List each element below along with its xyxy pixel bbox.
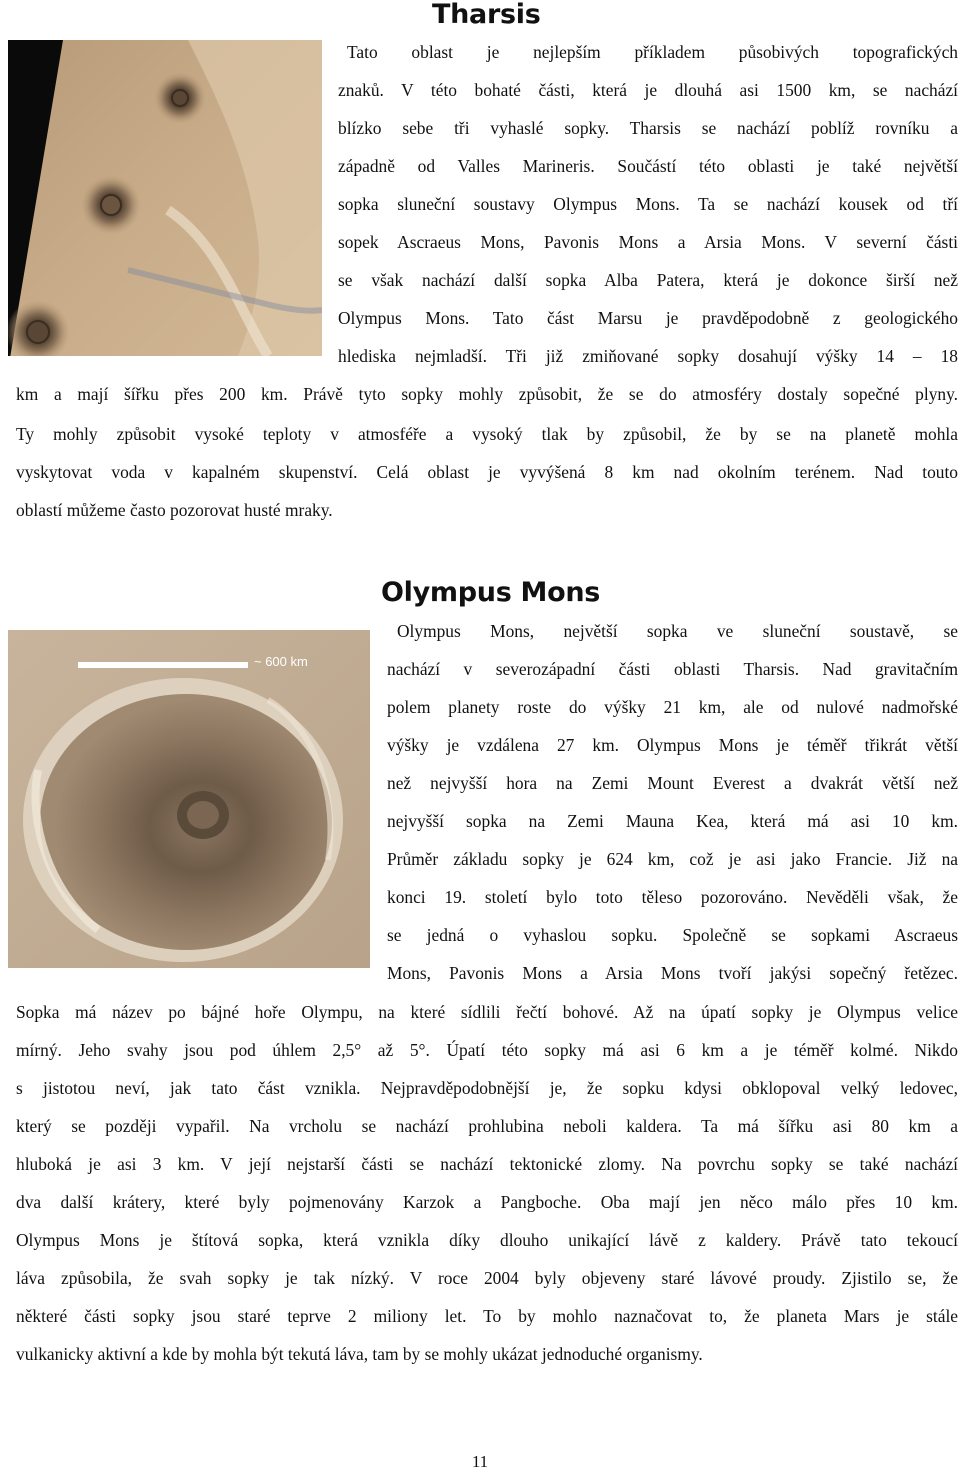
text-line: západně od Valles Marineris. Součástí této oblasti je také největší (338, 156, 958, 176)
text-line: Průměr základu sopky je 624 km, což je asi jako Francie. Již na (387, 849, 958, 869)
olympus-mons-image (8, 630, 370, 968)
text-line: sopka sluneční soustavy Olympus Mons. Ta se nachází kousek od tří (338, 194, 958, 214)
text-line: hlediska nejmladší. Tři již zmiňované sopky dosahují výšky 14 – 18 (338, 346, 958, 366)
text-line: km a mají šířku přes 200 km. Právě tyto sopky mohly způsobit, že se do atmosféry dostaly sopečné plyny. (16, 384, 958, 404)
text-line: výšky je vzdálena 27 km. Olympus Mons je téměř třikrát větší (387, 735, 958, 755)
text-line: Ty mohly způsobit vysoké teploty v atmosféře a vysoký tlak by způsobil, že by se na planetě mohla (16, 424, 958, 444)
text-line: Olympus Mons, největší sopka ve sluneční soustavě, se (397, 621, 958, 641)
text-line: který se později vypařil. Na vrcholu se nachází prohlubina neboli kaldera. Ta má šířku asi 80 km a (16, 1116, 958, 1136)
text-line: některé části sopky jsou staré teprve 2 miliony let. To by mohlo naznačovat to, že planeta Mars je stále (16, 1306, 958, 1326)
text-line: láva způsobila, že svah sopky je tak nízký. V roce 2004 byly objeveny staré lávové proudy. Zjistilo se, že (16, 1268, 958, 1288)
text-line: Tato oblast je nejlepším příkladem působivých topografických (347, 42, 958, 62)
text-line: Mons, Pavonis Mons a Arsia Mons tvoří jakýsi sopečný řetězec. (387, 963, 958, 983)
text-line: polem planety roste do výšky 21 km, ale od nulové nadmořské (387, 697, 958, 717)
scale-label: ~ 600 km (254, 654, 308, 669)
text-line: konci 19. století bylo toto těleso pozorováno. Nevěděli však, že (387, 887, 958, 907)
text-line: se jedná o vyhaslou sopku. Společně se sopkami Ascraeus (387, 925, 958, 945)
text-line: Sopka má název po bájné hoře Olympu, na které sídlili řečtí bohové. Až na úpatí sopky je Olympus velice (16, 1002, 958, 1022)
text-line: Olympus Mons je štítová sopka, která vznikla díky dlouho unikající lávě z kaldery. Právě tato tekoucí (16, 1230, 958, 1250)
text-line: nejvyšší sopka na Zemi Mauna Kea, která má asi 10 km. (387, 811, 958, 831)
page-number: 11 (471, 1452, 489, 1471)
section-heading-tharsis: Tharsis (432, 0, 541, 30)
text-line: vyskytovat voda v kapalném skupenství. Celá oblast je vyvýšená 8 km nad okolním terénem. Nad touto (16, 462, 958, 482)
section-heading-olympus-mons: Olympus Mons (381, 577, 601, 608)
text-line: znaků. V této bohaté části, která je dlouhá asi 1500 km, se nachází (338, 80, 958, 100)
tharsis-volcanoes-image (8, 40, 322, 356)
text-line: blízko sebe tři vyhaslé sopky. Tharsis se nachází poblíž rovníku a (338, 118, 958, 138)
text-line: se však nachází další sopka Alba Patera, která je dokonce širší než (338, 270, 958, 290)
text-line: mírný. Jeho svahy jsou pod úhlem 2,5° až 5°. Úpatí této sopky má asi 6 km a je téměř kolmé. Nikdo (16, 1040, 958, 1060)
text-line: dva další krátery, které byly pojmenovány Karzok a Pangboche. Oba mají jen něco málo přes 10 km. (16, 1192, 958, 1212)
text-line: Olympus Mons. Tato část Marsu je pravděpodobně z geologického (338, 308, 958, 328)
text-line: vulkanicky aktivní a kde by mohla být tekutá láva, tam by se mohly ukázat jednoduché organismy. (16, 1344, 703, 1364)
text-line: nachází v severozápadní části oblasti Tharsis. Nad gravitačním (387, 659, 958, 679)
text-line: hluboká je asi 3 km. V její nejstarší části se nachází tektonické zlomy. Na povrchu sopky se také nachází (16, 1154, 958, 1174)
text-line: sopek Ascraeus Mons, Pavonis Mons a Arsia Mons. V severní části (338, 232, 958, 252)
text-line: oblastí můžeme často pozorovat husté mraky. (16, 500, 333, 520)
text-line: než nejvyšší hora na Zemi Mount Everest a dvakrát větší než (387, 773, 958, 793)
text-line: s jistotou neví, jak tato část vznikla. Nejpravděpodobnější je, že sopku kdysi obklopoval velký ledovec, (16, 1078, 958, 1098)
